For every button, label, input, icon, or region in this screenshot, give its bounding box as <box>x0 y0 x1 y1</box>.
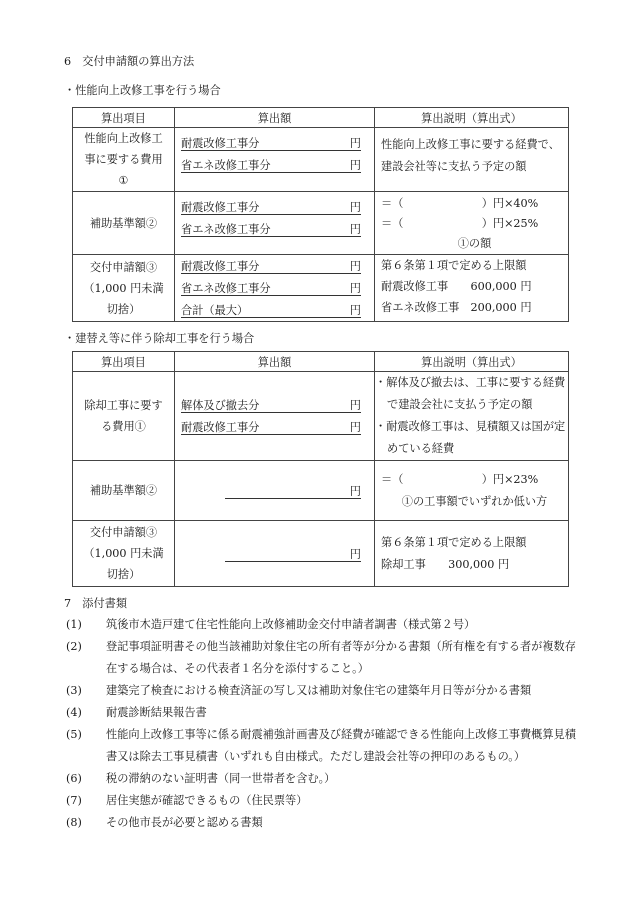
section6-heading: 6 交付申請額の算出方法 <box>64 55 195 68</box>
row-label-line: （1,000 円未満 <box>83 281 164 295</box>
list-number: (3) <box>66 684 82 697</box>
bullet-item: ・解体及び撤去は、工事に要する経費で建設会社に支払う予定の額 <box>375 376 566 411</box>
list-number: (6) <box>66 772 82 785</box>
amount-cell <box>175 128 375 192</box>
yen-unit: 円 <box>349 282 361 295</box>
list-item <box>66 680 578 702</box>
amount-label: 耐震改修工事分 <box>181 260 260 273</box>
row-label-line: 性能向上改修工 <box>84 132 163 145</box>
amount-line <box>175 132 374 154</box>
amount-label: 解体及び撤去分 <box>181 399 260 412</box>
amount-cell <box>175 461 375 521</box>
explanation-line: 除却工事 300,000 円 <box>381 557 510 571</box>
formula-cell <box>375 192 569 255</box>
table2-title: ・建替え等に伴う除却工事を行う場合 <box>64 332 255 345</box>
table2-header-item: 算出項目 <box>73 352 175 372</box>
table-row <box>73 128 569 192</box>
row-label <box>73 372 175 461</box>
yen-unit: 円 <box>349 159 361 172</box>
amount-label: 省エネ改修工事分 <box>181 282 271 295</box>
row-label-line: ① <box>118 174 129 187</box>
row-label-line: 交付申請額③ <box>89 260 158 274</box>
list-item <box>66 636 578 680</box>
list-text: 性能向上改修工事等に係る耐震補強計画書及び経費が確認できる性能向上改修工事費概算見積書又は除去工事見積書（いずれも自由様式。ただし建設会社等の押印のあるもの。） <box>106 728 576 763</box>
formula-line: ＝（ ）円×23% <box>381 472 539 486</box>
amount-label: 耐震改修工事分 <box>181 137 260 150</box>
row-label: 補助基準額② <box>73 192 175 255</box>
amount-cell <box>175 372 375 461</box>
table1-header-row <box>73 108 569 128</box>
formula-cell <box>375 461 569 521</box>
amount-line <box>175 480 374 502</box>
amount-label: 省エネ改修工事分 <box>181 223 271 236</box>
row-label <box>73 255 175 322</box>
list-item <box>66 702 578 724</box>
table-row <box>73 461 569 521</box>
row-label-line: 切捨） <box>106 302 141 316</box>
formula-note: ①の工事額でいずれか低い方 <box>401 494 548 508</box>
amount-line <box>175 154 374 176</box>
yen-unit: 円 <box>349 223 361 236</box>
explanation-line: 第６条第１項で定める上限額 <box>381 535 527 549</box>
list-text: 税の滞納のない証明書（同一世帯者を含む。） <box>106 772 336 785</box>
formula-line: ＝（ ）円×25% <box>381 217 539 230</box>
row-label-line: 除却工事に要す <box>84 399 163 412</box>
explanation-line: 建設会社等に支払う予定の額 <box>381 160 527 173</box>
table2-header-explanation: 算出説明（算出式） <box>375 352 569 372</box>
row-label-line: 交付申請額③ <box>89 526 158 539</box>
table1 <box>72 107 569 322</box>
amount-line <box>175 394 374 416</box>
yen-unit: 円 <box>349 201 361 214</box>
list-number: (1) <box>66 618 82 631</box>
row-label-line: （1,000 円未満 <box>83 547 164 560</box>
table1-title: ・性能向上改修工事を行う場合 <box>64 84 221 97</box>
amount-line <box>175 543 374 565</box>
amount-label: 合計（最大） <box>181 304 249 317</box>
table-row <box>73 192 569 255</box>
table1-header-explanation: 算出説明（算出式） <box>375 108 569 128</box>
explanation-line: 省エネ改修工事 200,000 円 <box>381 301 532 314</box>
bullet-item: ・耐震改修工事は、見積額又は国が定めている経費 <box>375 420 566 455</box>
bullets-cell <box>375 372 569 461</box>
yen-unit: 円 <box>349 547 361 561</box>
amount-label: 耐震改修工事分 <box>181 201 260 214</box>
section7-heading: 7 添付書類 <box>64 597 128 610</box>
yen-unit: 円 <box>349 399 361 412</box>
yen-unit: 円 <box>349 137 361 150</box>
table2 <box>72 351 569 587</box>
amount-line <box>175 416 374 438</box>
explanation-cell <box>375 521 569 587</box>
list-item <box>66 614 578 636</box>
table2-header-amount: 算出額 <box>175 352 375 372</box>
list-text: 登記事項証明書その他当該補助対象住宅の所有者等が分かる書類（所有権を有する者が複数存在する場合は、その代表者１名分を添付すること。） <box>106 640 576 675</box>
amount-label: 省エネ改修工事分 <box>181 159 271 172</box>
list-text: 耐震診断結果報告書 <box>106 706 207 719</box>
table-row <box>73 372 569 461</box>
amount-label: 耐震改修工事分 <box>181 421 260 434</box>
list-item <box>66 812 578 834</box>
yen-unit: 円 <box>349 484 361 498</box>
list-number: (2) <box>66 640 82 653</box>
list-number: (8) <box>66 816 82 829</box>
row-label-line: る費用① <box>101 420 146 433</box>
explanation-cell <box>375 128 569 192</box>
row-label <box>73 521 175 587</box>
amount-line <box>175 218 374 240</box>
formula-note: ①の額 <box>457 237 492 250</box>
explanation-line: 耐震改修工事 600,000 円 <box>381 280 532 293</box>
list-text: 居住実態が確認できるもの（住民票等） <box>106 794 308 807</box>
list-text: 建築完了検査における検査済証の写し又は補助対象住宅の建築年月日等が分かる書類 <box>106 684 532 697</box>
amount-line <box>175 299 374 321</box>
row-label: 補助基準額② <box>73 461 175 521</box>
amount-cell <box>175 521 375 587</box>
table-row <box>73 255 569 322</box>
explanation-cell <box>375 255 569 322</box>
list-text: その他市長が必要と認める書類 <box>106 816 263 829</box>
list-number: (4) <box>66 706 82 719</box>
amount-line <box>175 277 374 299</box>
list-item <box>66 724 578 768</box>
list-number: (7) <box>66 794 82 807</box>
explanation-line: 第６条第１項で定める上限額 <box>381 259 527 272</box>
amount-cell <box>175 192 375 255</box>
list-item <box>66 790 578 812</box>
table1-header-amount: 算出額 <box>175 108 375 128</box>
list-number: (5) <box>66 728 82 741</box>
amount-line <box>175 196 374 218</box>
table1-header-item: 算出項目 <box>73 108 175 128</box>
explanation-line: 性能向上改修工事に要する経費で、 <box>381 138 560 151</box>
amount-line <box>175 255 374 277</box>
amount-cell <box>175 255 375 322</box>
list-text: 筑後市木造戸建て住宅性能向上改修補助金交付申請者調書（様式第２号） <box>106 618 476 631</box>
yen-unit: 円 <box>349 304 361 317</box>
row-label <box>73 128 175 192</box>
table-row <box>73 521 569 587</box>
yen-unit: 円 <box>349 260 361 273</box>
yen-unit: 円 <box>349 421 361 434</box>
table2-header-row <box>73 352 569 372</box>
row-label-line: 事に要する費用 <box>84 153 163 166</box>
list-item <box>66 768 578 790</box>
row-label-line: 切捨） <box>106 568 141 581</box>
formula-line: ＝（ ）円×40% <box>381 197 539 210</box>
